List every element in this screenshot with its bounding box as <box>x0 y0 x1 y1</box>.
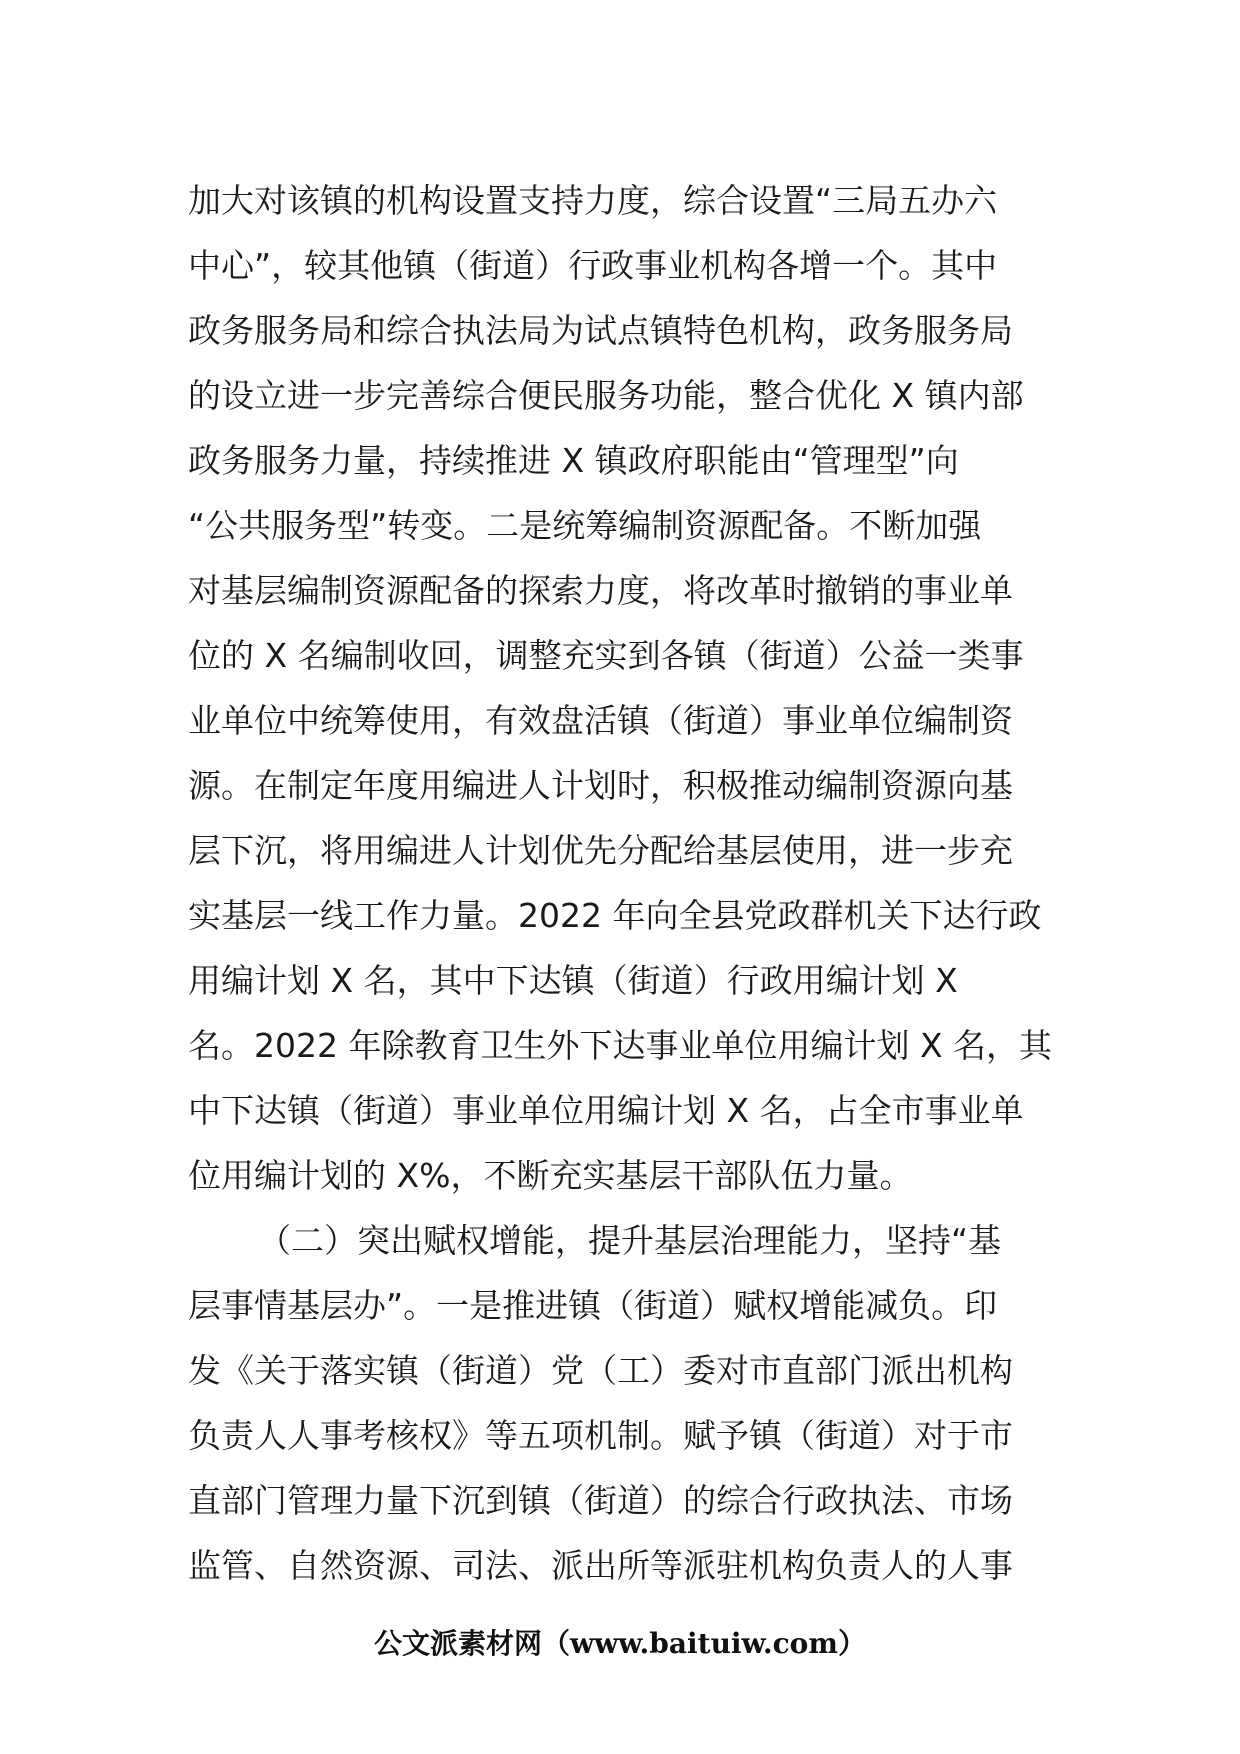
text-line: 监管、自然资源、司法、派出所等派驻机构负责人的人事 <box>188 1546 1013 1585</box>
text-line: 业单位中统筹使用，有效盘活镇（街道）事业单位编制资 <box>188 701 1013 740</box>
document-body <box>188 168 1058 1598</box>
text-line: 实基层一线工作力量。2022 年向全县党政群机关下达行政 <box>188 896 1042 935</box>
text-line: 中心”，较其他镇（街道）行政事业机构各增一个。其中 <box>188 246 998 285</box>
text-line: 直部门管理力量下沉到镇（街道）的综合行政执法、市场 <box>188 1481 1013 1520</box>
text-line: 名。2022 年除教育卫生外下达事业单位用编计划 X 名，其 <box>188 1026 1053 1065</box>
text-line: 加大对该镇的机构设置支持力度，综合设置“三局五办六 <box>188 181 998 220</box>
text-line: 政务服务力量，持续推进 X 镇政府职能由“管理型”向 <box>188 441 959 480</box>
text-line: 层事情基层办”。一是推进镇（街道）赋权增能减负。印 <box>188 1286 998 1325</box>
text-line: 中下达镇（街道）事业单位用编计划 X 名，占全市事业单 <box>188 1091 1024 1130</box>
text-line: 位用编计划的 X%，不断充实基层干部队伍力量。 <box>188 1156 913 1195</box>
text-line: 对基层编制资源配备的探索力度，将改革时撤销的事业单 <box>188 571 1013 610</box>
footer-watermark-text: 公文派素材网（www.baituiw.com） <box>374 1627 866 1660</box>
text-line: 的设立进一步完善综合便民服务功能，整合优化 X 镇内部 <box>188 376 1024 415</box>
text-line: 负责人人事考核权》等五项机制。赋予镇（街道）对于市 <box>188 1416 1013 1455</box>
text-line: 位的 X 名编制收回，调整充实到各镇（街道）公益一类事 <box>188 636 1024 675</box>
section-heading-line: （二）突出赋权增能，提升基层治理能力，坚持“基 <box>258 1221 1002 1260</box>
text-line: “公共服务型”转变。二是统筹编制资源配备。不断加强 <box>188 506 982 545</box>
text-line: 用编计划 X 名，其中下达镇（街道）行政用编计划 X <box>188 961 958 1000</box>
text-line: 政务服务局和综合执法局为试点镇特色机构，政务服务局 <box>188 311 1013 350</box>
text-line: 层下沉，将用编进人计划优先分配给基层使用，进一步充 <box>188 831 1013 870</box>
text-line: 源。在制定年度用编进人计划时，积极推动编制资源向基 <box>188 766 1013 805</box>
text-line: 发《关于落实镇（街道）党（工）委对市直部门派出机构 <box>188 1351 1013 1390</box>
